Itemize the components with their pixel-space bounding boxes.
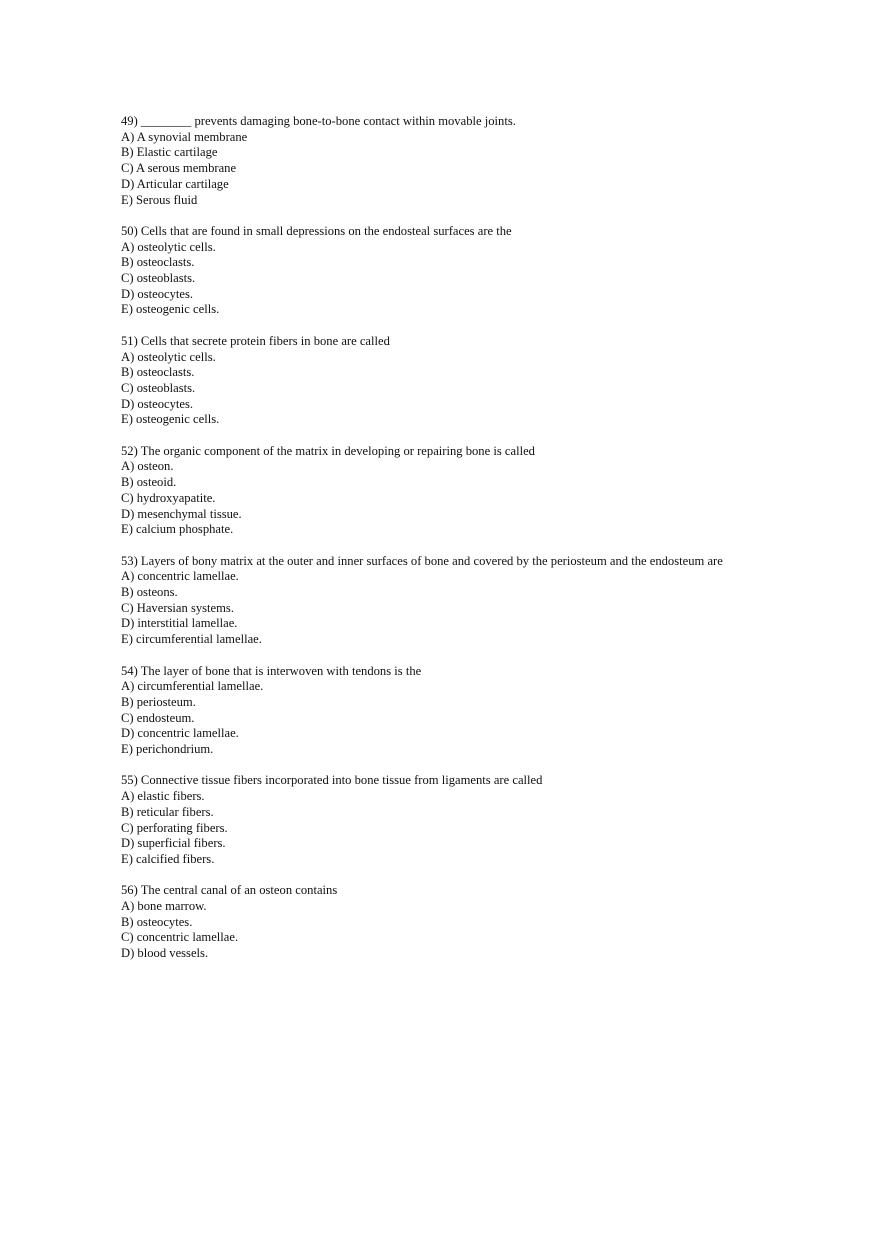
answer-option-b: B) Elastic cartilage [121, 145, 218, 160]
answer-option-b: B) osteoclasts. [121, 365, 195, 380]
answer-option-e: E) circumferential lamellae. [121, 632, 262, 647]
answer-option-a: A) circumferential lamellae. [121, 679, 264, 694]
answer-option-a: A) A synovial membrane [121, 129, 248, 144]
document-page [121, 114, 741, 978]
question-49 [121, 114, 741, 208]
answer-option-e: E) osteogenic cells. [121, 412, 220, 427]
answer-option-e: E) osteogenic cells. [121, 302, 220, 317]
answer-option-a: A) concentric lamellae. [121, 569, 239, 584]
answer-option-d: D) interstitial lamellae. [121, 616, 238, 631]
answer-option-a: A) osteolytic cells. [121, 239, 216, 254]
question-stem: 52) The organic component of the matrix in developing or repairing bone is called [121, 443, 535, 458]
question-stem: 50) Cells that are found in small depressions on the endosteal surfaces are the [121, 223, 512, 238]
question-stem: 49) ________ prevents damaging bone-to-bone contact within movable joints. [121, 114, 516, 128]
answer-option-e: E) Serous fluid [121, 192, 198, 207]
question-stem: 54) The layer of bone that is interwoven with tendons is the [121, 663, 422, 678]
question-stem: 56) The central canal of an osteon contains [121, 883, 338, 898]
answer-option-e: E) perichondrium. [121, 742, 214, 757]
answer-option-c: C) osteoblasts. [121, 380, 196, 395]
answer-option-d: D) mesenchymal tissue. [121, 506, 242, 521]
answer-option-c: C) perforating fibers. [121, 820, 228, 835]
answer-option-a: A) osteon. [121, 459, 174, 474]
answer-option-d: D) blood vessels. [121, 946, 209, 961]
answer-option-a: A) elastic fibers. [121, 789, 205, 804]
answer-option-a: A) osteolytic cells. [121, 349, 216, 364]
answer-option-d: D) Articular cartilage [121, 176, 229, 191]
question-56 [121, 883, 741, 962]
answer-option-b: B) reticular fibers. [121, 804, 214, 819]
answer-option-e: E) calcified fibers. [121, 851, 215, 866]
answer-option-d: D) osteocytes. [121, 286, 194, 301]
question-52 [121, 444, 741, 538]
answer-option-c: C) Haversian systems. [121, 600, 234, 615]
answer-option-c: C) A serous membrane [121, 161, 237, 176]
question-51 [121, 334, 741, 428]
question-53 [121, 554, 741, 648]
answer-option-c: C) concentric lamellae. [121, 930, 239, 945]
answer-option-c: C) osteoblasts. [121, 271, 196, 286]
answer-option-b: B) osteoid. [121, 475, 177, 490]
answer-option-b: B) periosteum. [121, 694, 196, 709]
question-stem: 53) Layers of bony matrix at the outer and inner surfaces of bone and covered by the periosteum and the endosteum are [121, 553, 723, 568]
answer-option-d: D) osteocytes. [121, 396, 194, 411]
answer-option-b: B) osteoclasts. [121, 255, 195, 270]
answer-option-b: B) osteons. [121, 585, 178, 600]
answer-option-e: E) calcium phosphate. [121, 522, 234, 537]
question-stem: 55) Connective tissue fibers incorporated into bone tissue from ligaments are called [121, 773, 543, 788]
answer-option-c: C) endosteum. [121, 710, 195, 725]
answer-option-b: B) osteocytes. [121, 914, 193, 929]
answer-option-c: C) hydroxyapatite. [121, 490, 216, 505]
answer-option-d: D) superficial fibers. [121, 836, 226, 851]
question-55 [121, 773, 741, 867]
answer-option-a: A) bone marrow. [121, 899, 207, 914]
question-54 [121, 664, 741, 758]
question-stem: 51) Cells that secrete protein fibers in bone are called [121, 333, 390, 348]
question-50 [121, 224, 741, 318]
answer-option-d: D) concentric lamellae. [121, 726, 239, 741]
